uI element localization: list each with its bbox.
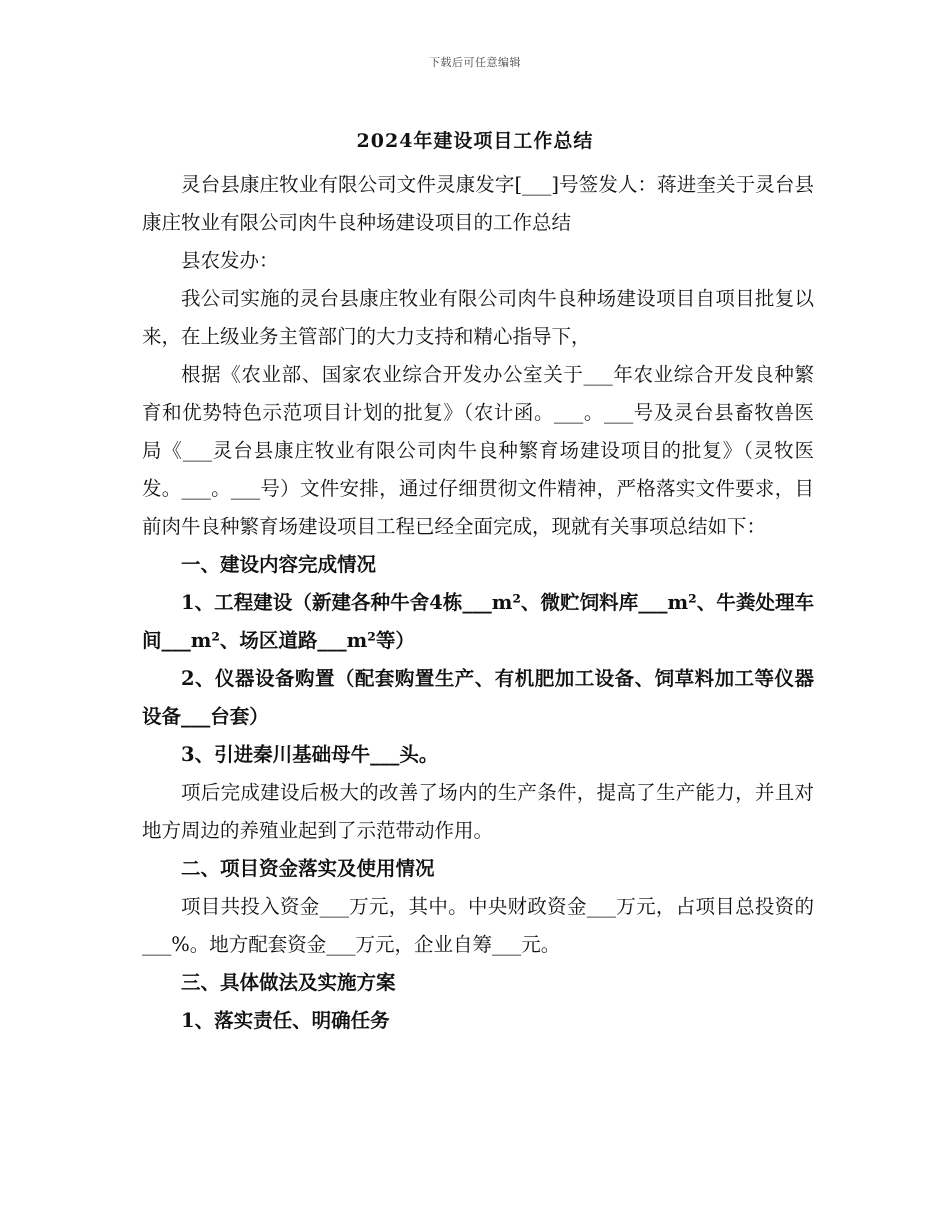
document-title: 2024年建设项目工作总结 (356, 130, 594, 152)
paragraph-funding: 项目共投入资金___万元，其中。中央财政资金___万元，占项目总投资的___%。地方配套资金___万元，企业自筹___元。 (142, 895, 814, 956)
item-responsibility: 1、落实责任、明确任务 (181, 1009, 390, 1032)
paragraph-basis: 根据《农业部、国家农业综合开发办公室关于___年农业综合开发良种繁育和优势特色示范项目计划的批复》（农计函。___。___号及灵台县畜牧兽医局《___灵台县康庄牧业有限公司肉牛良种繁育场建设项目的批复》（灵牧医发。___。___号）文件安排，通过仔细贯彻文件精神，严格落实文件要求，目前肉牛良种繁育场建设项目工程已经全面完成，现就有关事项总结如下： (142, 363, 814, 538)
section-heading-implementation: 三、具体做法及实施方案 (181, 971, 396, 994)
paragraph-addressee: 县农发办： (181, 249, 279, 272)
document-body (142, 166, 814, 1040)
paragraph-document-reference: 灵台县康庄牧业有限公司文件灵康发字[___]号签发人：蒋进奎关于灵台县康庄牧业有限公司肉牛良种场建设项目的工作总结 (142, 173, 814, 234)
item-engineering: 1、工程建设（新建各种牛舍4栋___m²、微贮饲料库___m²、牛粪处理车间___m²、场区道路___m²等） (142, 591, 814, 652)
section-heading-construction: 一、建设内容完成情况 (181, 553, 377, 576)
item-equipment: 2、仪器设备购置（配套购置生产、有机肥加工设备、饲草料加工等仪器设备___台套） (142, 667, 814, 728)
item-cattle: 3、引进秦川基础母牛___头。 (181, 743, 439, 766)
download-edit-note: 下载后可任意编辑 (429, 56, 521, 69)
paragraph-outcome: 项后完成建设后极大的改善了场内的生产条件，提高了生产能力，并且对地方周边的养殖业起到了示范带动作用。 (142, 781, 814, 842)
paragraph-introduction: 我公司实施的灵台县康庄牧业有限公司肉牛良种场建设项目自项目批复以来，在上级业务主管部门的大力支持和精心指导下， (142, 287, 814, 348)
section-heading-funding: 二、项目资金落实及使用情况 (181, 857, 435, 880)
